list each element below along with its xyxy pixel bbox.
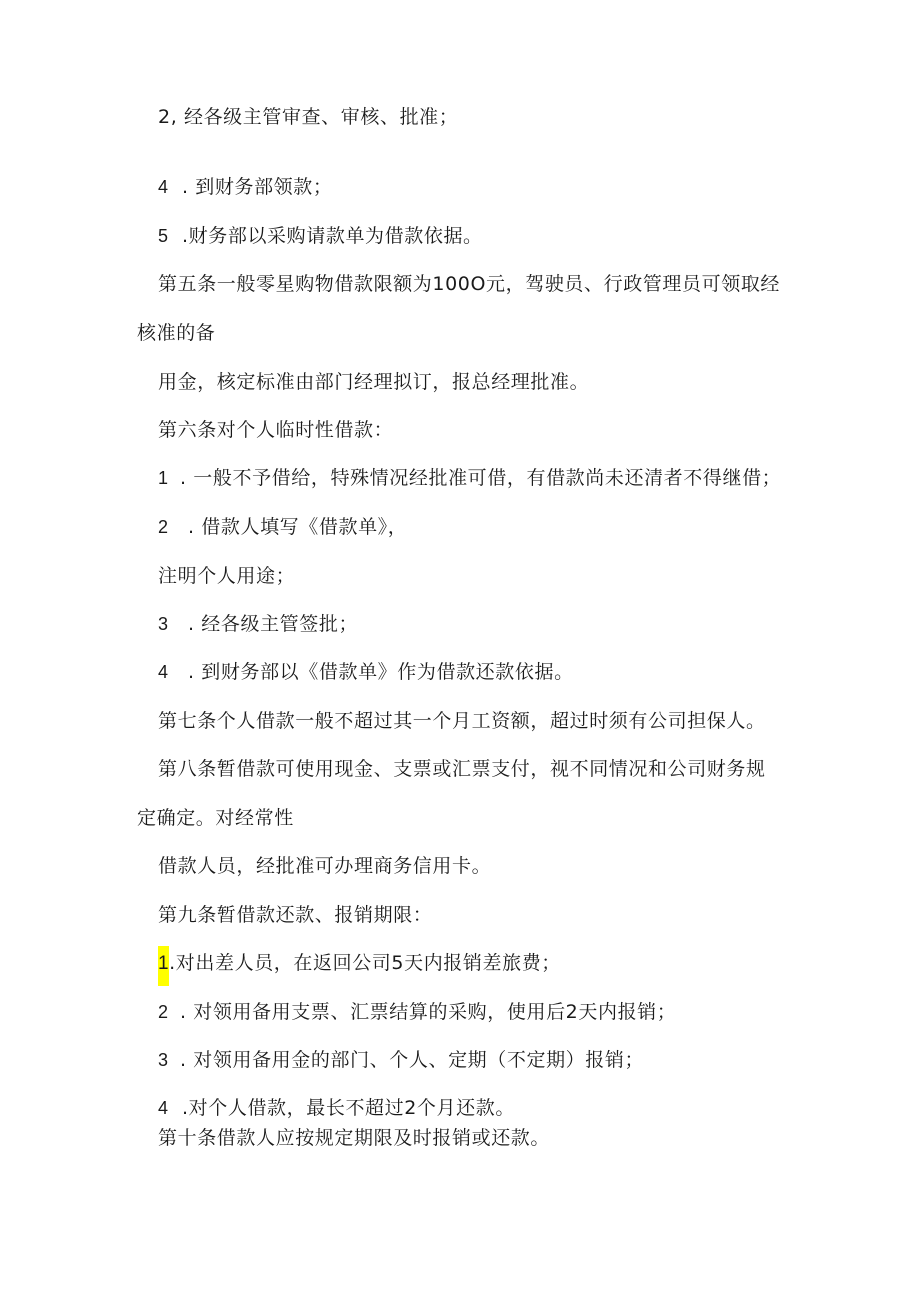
text-line: 第八条暂借款可使用现金、支票或汇票支付，视不同情况和公司财务规	[158, 758, 766, 780]
text-line: 第九条暂借款还款、报销期限：	[158, 904, 433, 926]
list-number: 2	[158, 517, 169, 537]
list-item	[158, 660, 574, 684]
list-number: 2	[158, 1002, 169, 1022]
list-number: 4	[158, 1098, 169, 1118]
text-line: 2, 经各级主管审查、审核、批准；	[158, 106, 459, 128]
list-item	[158, 1048, 644, 1072]
text-line: 第七条个人借款一般不超过其一个月工资额，超过时须有公司担保人。	[158, 710, 766, 732]
text-line: 核准的备	[137, 322, 216, 344]
list-item-text: . 对领用备用金的部门、个人、定期（不定期）报销；	[180, 1049, 645, 1071]
list-item	[158, 175, 332, 199]
text-line: 第六条对个人临时性借款：	[158, 419, 394, 441]
text-line: 第五条一般零星购物借款限额为100O元，驾驶员、行政管理员可领取经	[158, 273, 781, 295]
list-item	[158, 951, 561, 976]
list-number: 3	[158, 614, 169, 634]
list-item	[158, 1096, 515, 1120]
list-item-text: .对个人借款，最长不超过2个月还款。	[182, 1097, 515, 1119]
text-line: 第十条借款人应按规定期限及时报销或还款。	[158, 1127, 551, 1149]
text-line: 用金，核定标准由部门经理拟订，报总经理批准。	[158, 371, 590, 393]
list-item-text: .财务部以采购请款单为借款依据。	[182, 225, 483, 247]
list-item-text: . 经各级主管签批；	[188, 613, 359, 635]
list-number: 4	[158, 177, 169, 197]
highlighted-list-number: 1	[158, 946, 169, 986]
list-item-text: . 到财务部领款；	[182, 176, 333, 198]
list-item	[158, 466, 781, 490]
list-item-text: .对出差人员，在返回公司5天内报销差旅费；	[169, 952, 561, 974]
list-number: 5	[158, 226, 169, 246]
list-number: 1	[158, 468, 169, 488]
list-item-text: . 到财务部以《借款单》作为借款还款依据。	[188, 661, 574, 683]
list-number: 3	[158, 1050, 169, 1070]
list-item	[158, 612, 358, 636]
list-item-text: . 借款人填写《借款单》，	[188, 516, 408, 538]
text-line: 注明个人用途；	[158, 565, 296, 587]
list-item	[158, 1000, 676, 1024]
list-item-text: . 对领用备用支票、汇票结算的采购，使用后2天内报销；	[180, 1001, 677, 1023]
list-number: 4	[158, 662, 169, 682]
text-line: 借款人员，经批准可办理商务信用卡。	[158, 855, 492, 877]
list-item	[158, 224, 483, 248]
list-item-text: . 一般不予借给，特殊情况经批准可借，有借款尚未还清者不得继借；	[180, 467, 782, 489]
text-line: 定确定。对经常性	[137, 807, 294, 829]
list-item	[158, 515, 407, 539]
